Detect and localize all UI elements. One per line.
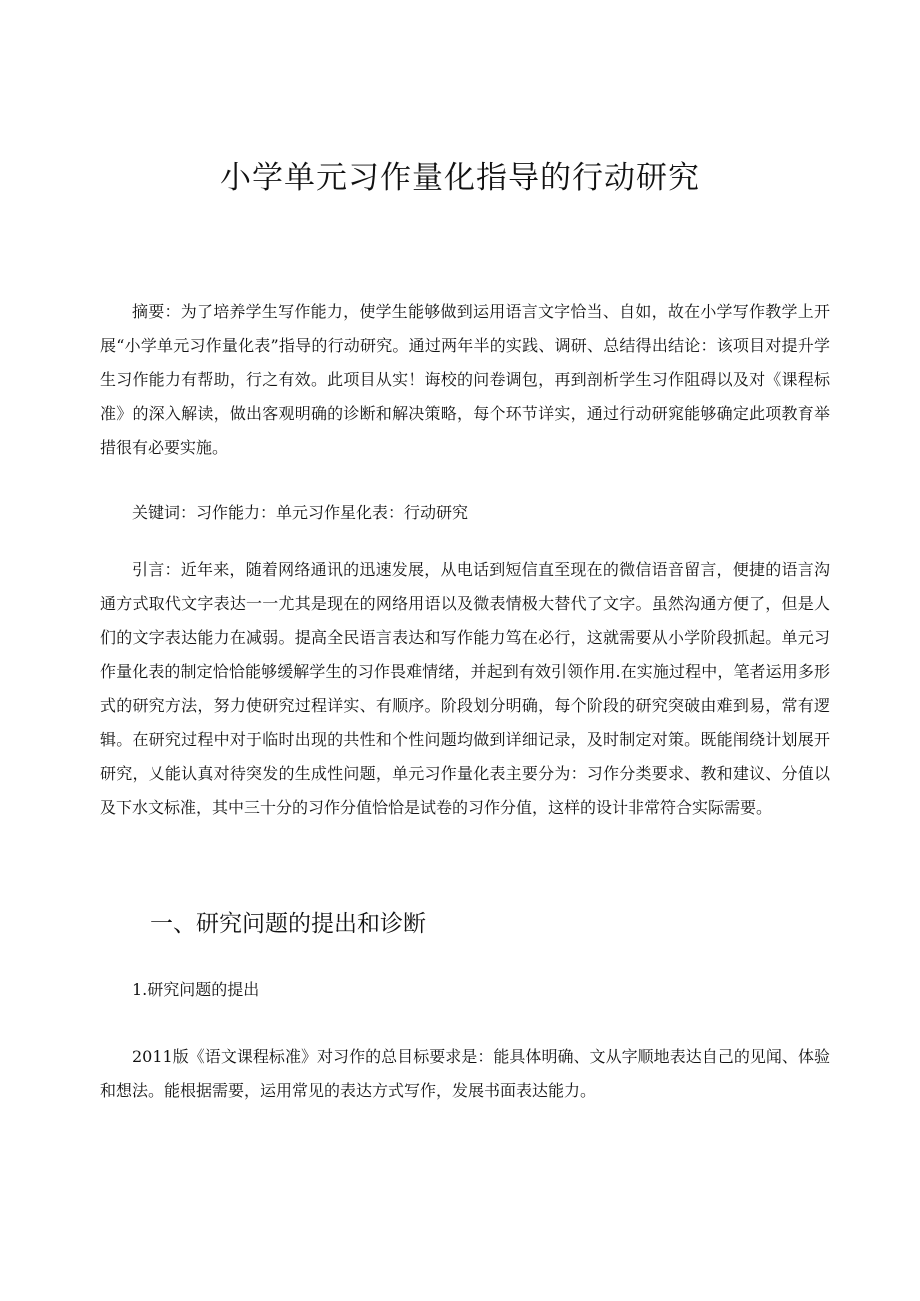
subsection-heading: 1.研究问题的提出 bbox=[132, 980, 260, 999]
body-paragraph: 2011版《语文课程标准》对习作的总目标要求是：能具体明确、文从字顺地表达自己的见闻、体验和想法。能根据需要，运用常见的表达方式写作，发展书面表达能力。 bbox=[100, 1047, 830, 1100]
introduction-paragraph: 引言：近年来，随着网络通讯的迅速发展，从电话到短信直至现在的微信语音留言，便捷的语言沟通方式取代文字表达一一尤其是现在的网络用语以及微表情极大替代了文字。虽然沟通方便了，但是人们的文字表达能力在减弱。提高全民语言表达和写作能力笃在必行，这就需要从小学阶段抓起。单元习作量化表的制定恰恰能够缓解学生的习作畏难情绪，并起到有效引领作用.在实施过程中，笔者运用多形式的研究方法，努力使研究过程详实、有顺序。阶段划分明确，每个阶段的研究突破由难到易，常有逻辑。在研究过程中对于临时出现的共性和个性问题均做到详细记录，及时制定对策。既能闱绕计划展开研究，乂能认真对待突发的生成性问题，单元习作量化表主要分为：习作分类要求、教和建议、分值以及下水文标准，其中三十分的习作分值恰恰是试卷的习作分值，这样的设计非常符合实际需要。 bbox=[100, 560, 830, 817]
abstract-paragraph: 摘要：为了培养学生写作能力，使学生能够做到运用语言文字恰当、自如，故在小学写作教学上开展“小学单元习作量化表”指导的行动研究。通过两年半的实践、调研、总结得出结论：该项目对提升学生习作能力有帮助，行之有效。此项目从实！诲校的问卷调包，再到剖析学生习作阻碍以及对《课程标准》的深入解读，做出客观明确的诊断和解决策略，每个环节详实，通过行动研窕能够确定此项教育举措很有必要实施。 bbox=[100, 302, 830, 457]
section-heading: 一、研究问题的提出和诊断 bbox=[150, 911, 426, 937]
keywords-paragraph: 关键词：习作能力：单元习作星化表：行动研究 bbox=[132, 503, 469, 522]
document-title: 小学单元习作量化指导的行动研究 bbox=[220, 160, 700, 196]
